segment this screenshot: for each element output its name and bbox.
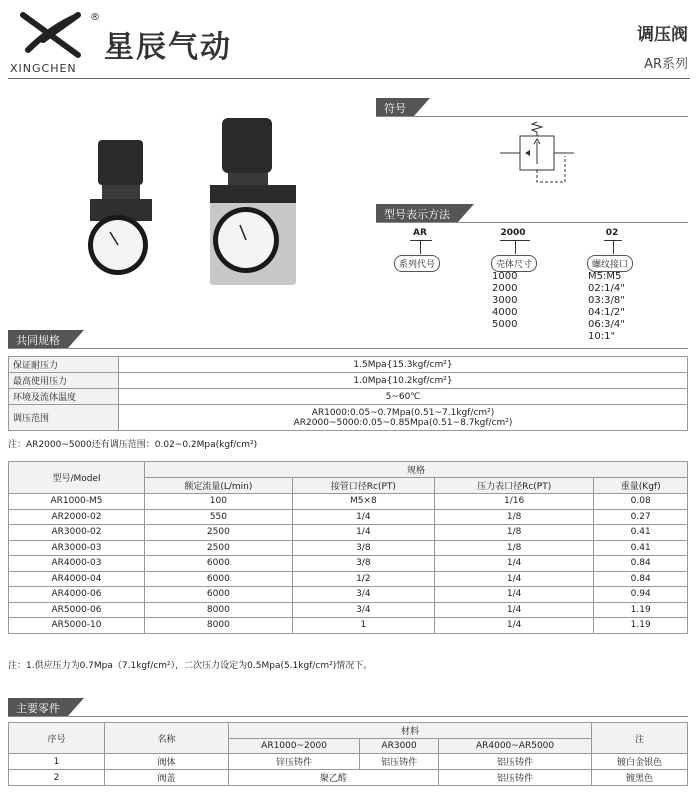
table-row (9, 571, 688, 587)
code-size: 2000 (500, 228, 526, 238)
table-cell: AR3000-02 (9, 525, 145, 541)
code-series-connector (420, 240, 421, 254)
table-cell: 0.27 (594, 509, 688, 525)
table-cell: 1/4 (434, 571, 593, 587)
list-item: 10:1" (588, 331, 616, 342)
table-cell: 0.94 (594, 587, 688, 603)
table-row (9, 525, 688, 541)
table-cell: AR1000-M5 (9, 494, 145, 510)
logo-text: XINGCHEN (10, 62, 77, 75)
table-row: 调压范围 AR1000:0.05~0.7Mpa(0.51~7.1kgf/cm²) AR2000~5000:0.05~0.85Mpa(0.51~8.7kgf/cm²) (9, 405, 688, 431)
table-cell: AR3000-03 (9, 540, 145, 556)
product-photo-large (200, 118, 310, 288)
list-item: 3000 (492, 295, 518, 306)
table-row: 2 阀盖 聚乙醛 铝压铸件 镀黑色 (9, 770, 688, 786)
table-row: 1 阀体 锌压铸件 铝压铸件 铝压铸件 镀白金银色 (9, 754, 688, 770)
table-cell: 100 (145, 494, 293, 510)
table-cell: AR5000-06 (9, 602, 145, 618)
table-cell: 3/4 (292, 602, 434, 618)
company-logo: ® XINGCHEN (10, 12, 100, 75)
table-cell: 1/4 (434, 556, 593, 572)
list-item: 03:3/8" (588, 295, 625, 306)
code-series: AR (413, 228, 427, 238)
header-spec: 规格 (145, 462, 688, 478)
code-thread-label: 螺纹接口 (587, 255, 633, 272)
table-cell: 1/16 (434, 494, 593, 510)
common-specs-rule (8, 348, 688, 349)
common-specs-note: 注：AR2000~5000还有调压范围：0.02~0.2Mpa(kgf/cm²) (8, 440, 258, 450)
table-cell: 6000 (145, 556, 293, 572)
page-title: 调压阀 (637, 25, 688, 45)
table-cell: AR4000-03 (9, 556, 145, 572)
model-code-section-title: 型号表示方法 (376, 204, 458, 222)
list-item: 2000 (492, 283, 518, 294)
table-cell: AR4000-06 (9, 587, 145, 603)
page-subtitle: AR系列 (644, 57, 688, 72)
code-series-label: 系列代号 (394, 255, 440, 272)
regulator-symbol (490, 120, 580, 190)
models-table: 型号/Model 规格 额定流量(L/min) 接管口径Rc(PT) 压力表口径Rc(PT) 重量(Kgf) AR1000-M5 100 M5×8 1/16 0.08 AR2000-02 550 1/4 1/8 0.27 AR3000-02 2500 1/4 1/8 0.41 AR3000-03 2500 3/8 1/8 0.41 AR4000-03 6000 3/8 1/4 0.84 AR4000-04 6000 1/2 1/4 0.84 AR4000-06 6000 3/4 1/4 0.94 AR5000-06 8000 3/4 1/4 1.19 AR5000-10 8000 1 1/4 1.19 (8, 461, 688, 634)
common-specs-table (8, 356, 688, 431)
table-row (9, 556, 688, 572)
parts-section-rule (8, 716, 688, 717)
table-cell: 1/4 (292, 525, 434, 541)
table-cell: 1/4 (434, 618, 593, 634)
brand-name: 星辰气动 (104, 30, 232, 65)
table-cell: 8000 (145, 602, 293, 618)
list-item: M5:M5 (588, 271, 622, 282)
table-cell: AR2000-02 (9, 509, 145, 525)
table-cell: 3/8 (292, 556, 434, 572)
table-cell: 6000 (145, 571, 293, 587)
table-cell: 550 (145, 509, 293, 525)
code-size-label: 壳体尺寸 (491, 255, 537, 272)
header-divider (8, 78, 690, 79)
table-cell: 0.08 (594, 494, 688, 510)
table-cell: 0.41 (594, 540, 688, 556)
list-item: 4000 (492, 307, 518, 318)
list-item: 02:1/4" (588, 283, 625, 294)
table-cell: 1/4 (292, 509, 434, 525)
table-cell: 1 (292, 618, 434, 634)
table-cell: 0.84 (594, 556, 688, 572)
product-photo-small (80, 140, 170, 290)
table-cell: M5×8 (292, 494, 434, 510)
symbol-section-rule (376, 116, 688, 117)
table-cell: 6000 (145, 587, 293, 603)
table-row (9, 494, 688, 510)
code-thread-connector (613, 240, 614, 254)
table-row: 最高使用压力 1.0Mpa{10.2kgf/cm²} (9, 373, 688, 389)
table-cell: 0.41 (594, 525, 688, 541)
table-row (9, 540, 688, 556)
header-model: 型号/Model (9, 462, 145, 494)
table-cell: 8000 (145, 618, 293, 634)
table-row (9, 509, 688, 525)
parts-section-title: 主要零件 (8, 698, 68, 716)
symbol-section-title: 符号 (376, 98, 414, 116)
table-row (9, 587, 688, 603)
page-header (0, 0, 698, 80)
common-specs-title: 共同规格 (8, 330, 68, 348)
table-row (9, 618, 688, 634)
code-size-connector (515, 240, 516, 254)
table-cell: 3/4 (292, 587, 434, 603)
code-thread-options (588, 271, 625, 343)
table-cell: 1/2 (292, 571, 434, 587)
table-cell: AR4000-04 (9, 571, 145, 587)
table-cell: 1/4 (434, 602, 593, 618)
table-cell: 0.84 (594, 571, 688, 587)
table-row: 保证耐压力 1.5Mpa{15.3kgf/cm²} (9, 357, 688, 373)
code-size-options (492, 271, 517, 331)
parts-table: 序号 名称 材料 注 AR1000~2000 AR3000 AR4000~AR5000 1 阀体 锌压铸件 铝压铸件 铝压铸件 镀白金银色 2 阀盖 聚乙醛 铝压铸件 镀黑色 (8, 722, 688, 786)
models-note: 注：1.供应压力为0.7Mpa（7.1kgf/cm²），二次压力设定为0.5Mpa(5.1kgf/cm²)情况下。 (8, 661, 373, 671)
table-row (9, 602, 688, 618)
table-cell: 1/4 (434, 587, 593, 603)
table-row: 环境及流体温度 5~60℃ (9, 389, 688, 405)
list-item: 06:3/4" (588, 319, 625, 330)
model-code-section-rule (376, 222, 688, 223)
table-cell: 1/8 (434, 509, 593, 525)
table-cell: 2500 (145, 540, 293, 556)
list-item: 1000 (492, 271, 518, 282)
table-cell: 1.19 (594, 618, 688, 634)
table-cell: 1/8 (434, 525, 593, 541)
table-cell: 3/8 (292, 540, 434, 556)
table-cell: 1/8 (434, 540, 593, 556)
list-item: 5000 (492, 319, 518, 330)
list-item: 04:1/2" (588, 307, 625, 318)
code-thread: 02 (605, 228, 619, 238)
table-cell: 1.19 (594, 602, 688, 618)
code-series-underline (410, 240, 432, 241)
table-cell: AR5000-10 (9, 618, 145, 634)
table-cell: 2500 (145, 525, 293, 541)
